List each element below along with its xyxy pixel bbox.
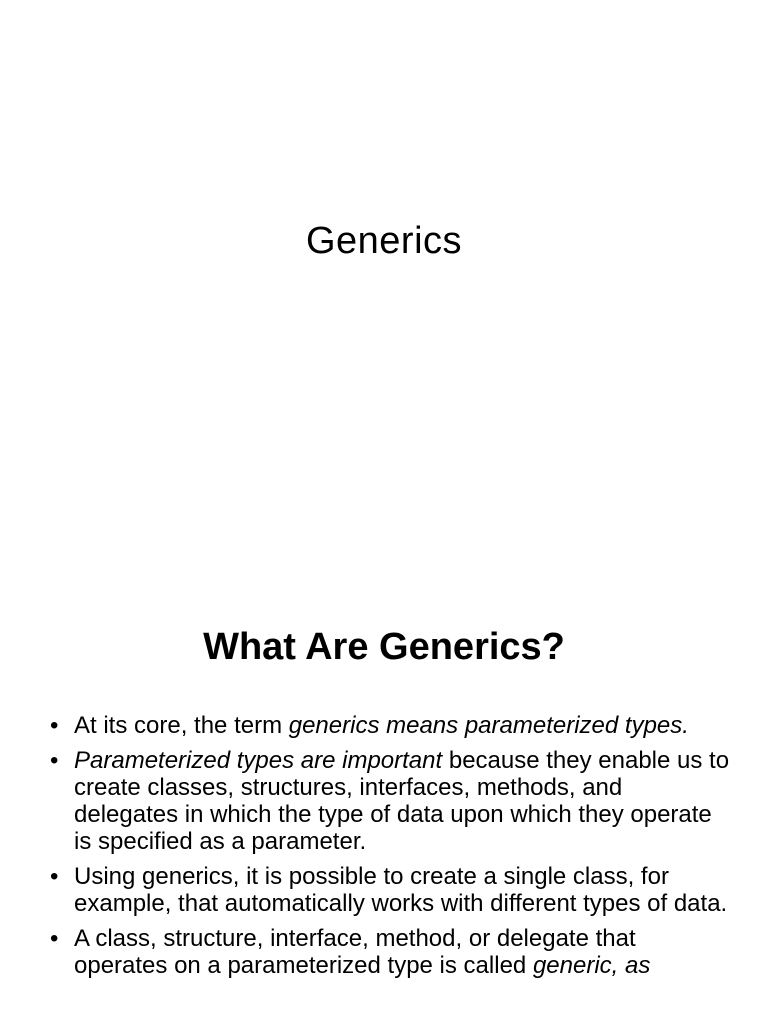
bullet-text-emphasis: generics means parameterized types. <box>288 712 689 739</box>
bullet-dot-icon: • <box>50 712 59 739</box>
bullet-item <box>50 863 730 917</box>
bullet-item <box>50 925 730 979</box>
bullet-item <box>50 747 730 855</box>
bullet-dot-icon: • <box>50 925 59 952</box>
bullet-text: because they enable us to create classes, structures, interfaces, methods, and delegates in which the type of data upon which they operate is specified as a parameter. <box>74 747 730 855</box>
bullet-list <box>50 712 730 987</box>
bullet-text: A class, structure, interface, method, or delegate that operates on a parameterized type is called <box>74 925 636 979</box>
bullet-dot-icon: • <box>50 863 59 890</box>
bullet-text-emphasis: generic, as <box>532 952 651 979</box>
bullet-text-emphasis: Parameterized types are important <box>74 747 443 774</box>
slide-heading: What Are Generics? <box>203 626 565 668</box>
bullet-dot-icon: • <box>50 747 59 774</box>
slide-what-are-generics <box>0 576 768 1024</box>
bullet-text: Using generics, it is possible to create a single class, for example, that automatically works with different types of data. <box>74 863 728 917</box>
bullet-item <box>50 712 730 739</box>
slide-title: Generics <box>305 220 463 262</box>
bullet-text: At its core, the term <box>74 712 289 739</box>
